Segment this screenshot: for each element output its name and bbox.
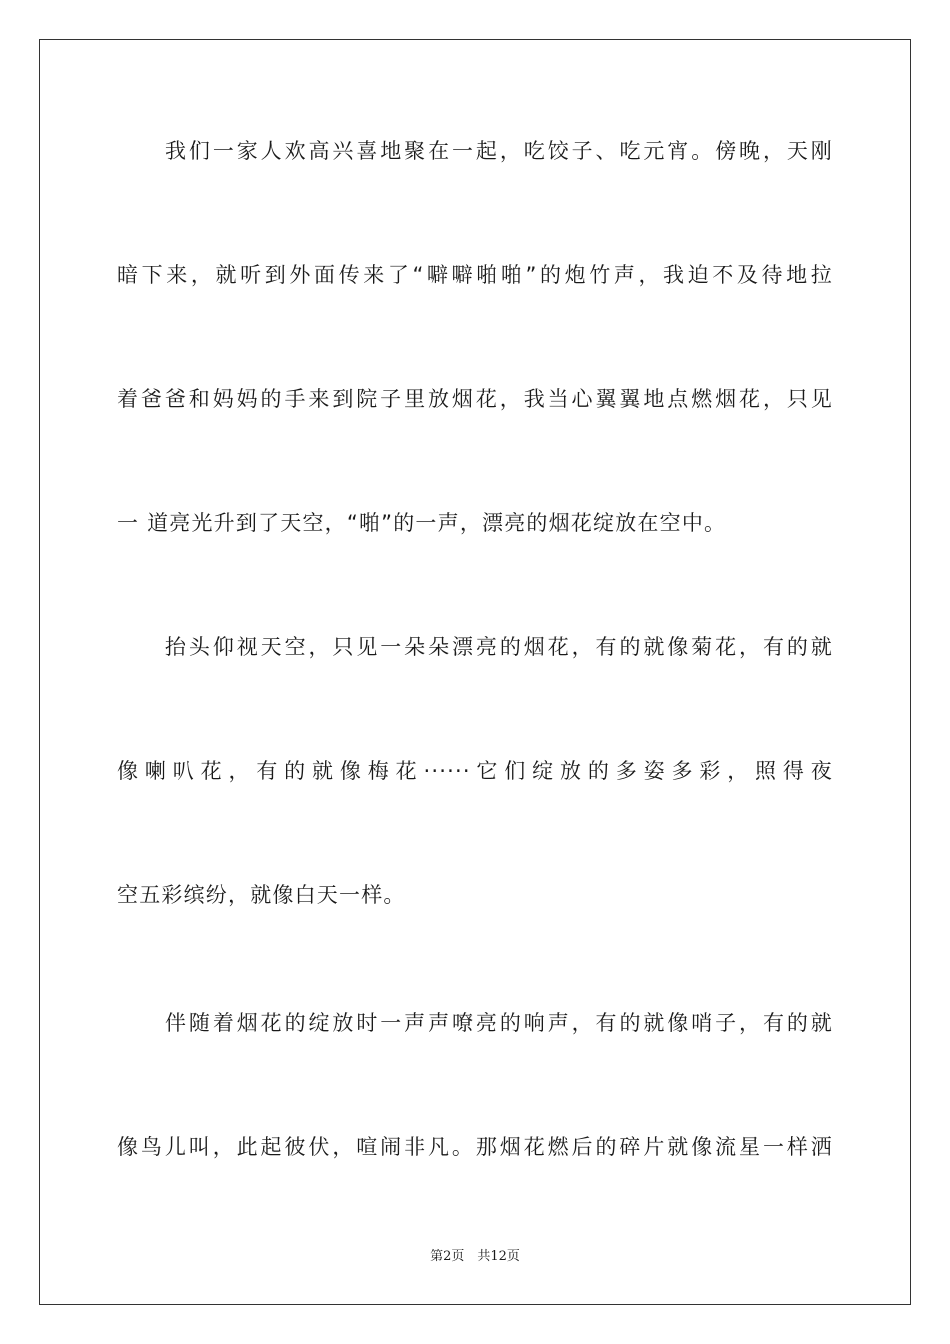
paragraph-2-line-1: 抬头仰视天空，只见一朵朵漂亮的烟花，有的就像菊花，有的就 bbox=[165, 635, 833, 659]
paragraph-1-line-3: 着爸爸和妈妈的手来到院子里放烟花，我当心翼翼地点燃烟花，只见 bbox=[117, 387, 833, 411]
paragraph-1-line-1: 我们一家人欢高兴喜地聚在一起，吃饺子、吃元宵。傍晚，天刚 bbox=[165, 139, 833, 163]
paragraph-3-line-2: 像鸟儿叫，此起彼伏，喧闹非凡。那烟花燃后的碎片就像流星一样洒 bbox=[117, 1135, 833, 1159]
paragraph-3-line-1: 伴随着烟花的绽放时一声声嘹亮的响声，有的就像哨子，有的就 bbox=[165, 1011, 833, 1035]
page-frame bbox=[39, 39, 911, 1305]
paragraph-2-line-2: 像喇叭花，有的就像梅花······它们绽放的多姿多彩，照得夜 bbox=[117, 759, 833, 783]
paragraph-2-line-3: 空五彩缤纷，就像白天一样。 bbox=[117, 883, 406, 907]
paragraph-1-line-4: 一 道亮光升到了天空，“啪”的一声，漂亮的烟花绽放在空中。 bbox=[117, 511, 727, 535]
page-number-footer: 第2页 共12页 bbox=[430, 1249, 520, 1264]
paragraph-1-line-2: 暗下来，就听到外面传来了“噼噼啪啪”的炮竹声，我迫不及待地拉 bbox=[117, 263, 833, 287]
